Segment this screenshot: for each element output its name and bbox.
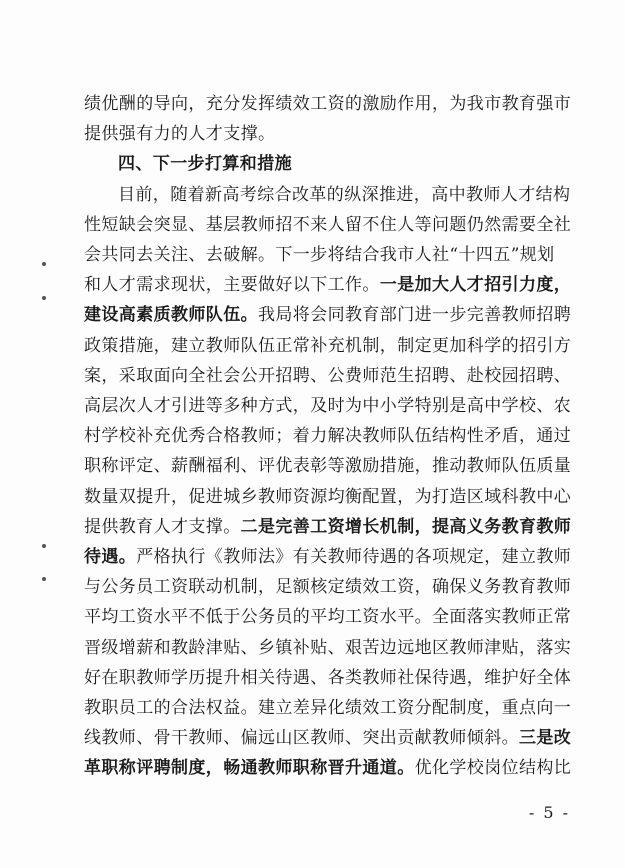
text-segment: 平均工资水平不低于公务员的平均工资水平。全面落实教师正常	[84, 607, 572, 628]
text-segment: 严格执行《教师法》有关教师待遇的各项规定，建立教师	[136, 547, 572, 567]
text-segment: 提供强有力的人才支撑。	[84, 124, 276, 145]
text-line	[84, 239, 568, 272]
binding-mark	[42, 544, 46, 548]
text-line	[84, 269, 572, 302]
text-segment: 晋级增薪和教龄津贴、乡镇补贴、艰苦边远地区教师津贴，落实	[84, 637, 572, 658]
text-segment: 绩优酬的导向，充分发挥绩效工资的激励作用，为我市教育强市	[84, 94, 572, 114]
text-segment: 目前，随着新高考综合改革的纵深推进，高中教师人才结构	[118, 184, 571, 205]
bold-text-segment: 建设高素质教师队伍。	[84, 305, 258, 326]
text-line	[84, 752, 572, 785]
text-segment: 和人才需求现状，主要做好以下工作。	[84, 275, 380, 296]
text-line	[84, 692, 572, 725]
text-line	[84, 541, 572, 574]
text-line	[118, 148, 568, 181]
bold-text-segment: 二是完善工资增长机制，提高义务教育教师	[240, 516, 572, 537]
text-segment: 提供教育人才支撑。	[84, 516, 241, 537]
text-line	[84, 299, 572, 332]
text-line	[84, 632, 572, 665]
text-segment: 职称评定、薪酬福利、评优表彰等激励措施，推动教师队伍质量	[84, 456, 572, 477]
text-line	[84, 481, 572, 514]
text-line	[84, 511, 572, 544]
text-segment: 线教师、骨干教师、偏远山区教师、突出贡献教师倾斜。	[84, 728, 519, 749]
text-segment: 会共同去关注、去破解。下一步将结合我市人社“十四五”规划	[84, 245, 555, 265]
text-segment: 高层次人才引进等多种方式，及时为中小学特别是高中学校、农	[84, 396, 572, 416]
text-segment: 村学校补充优秀合格教师；着力解决教师队伍结构性矛盾，通过	[84, 426, 572, 447]
text-line	[84, 88, 572, 121]
text-segment: 性短缺会突显、基层教师招不来人留不住人等问题仍然需要全社	[84, 214, 572, 235]
text-segment: 好在职教师学历提升相关待遇、各类教师社保待遇，维护好全体	[84, 667, 572, 688]
bold-text-segment: 待遇。	[84, 547, 137, 567]
binding-mark	[42, 296, 46, 300]
bold-text-segment: 三是改	[519, 728, 572, 749]
bold-text-segment: 四、下一步打算和措施	[118, 154, 292, 175]
text-line	[84, 662, 572, 695]
text-segment: 与公务员工资联动机制，足额核定绩效工资，确保义务教育教师	[84, 577, 572, 598]
text-line	[84, 420, 572, 453]
text-segment: 优化学校岗位结构比	[414, 758, 572, 779]
text-segment: 我局将会同教育部门进一步完善教师招聘	[258, 305, 572, 326]
binding-mark	[42, 262, 46, 266]
text-segment: 教职员工的合法权益。建立差异化绩效工资分配制度，重点向一	[84, 698, 572, 718]
text-segment: 政策措施，建立教师队伍正常补充机制，制定更加科学的招引方	[84, 335, 572, 356]
text-line	[84, 601, 572, 634]
text-line	[84, 450, 572, 483]
text-line	[84, 390, 572, 423]
text-line	[118, 179, 571, 212]
text-line	[84, 118, 568, 151]
binding-mark	[42, 577, 46, 581]
text-line	[84, 722, 572, 755]
text-line	[84, 571, 572, 604]
text-segment: 案，采取面向全社会公开招聘、公费师范生招聘、赴校园招聘、	[84, 365, 572, 386]
text-line	[84, 360, 572, 393]
page-number: - 5 -	[528, 803, 570, 822]
text-segment: 数量双提升，促进城乡教师资源均衡配置，为打造区域科教中心	[84, 486, 572, 507]
bold-text-segment: 一是加大人才招引力度，	[379, 275, 572, 296]
text-line	[84, 330, 572, 363]
bold-text-segment: 革职称评聘制度，畅通教师职称晋升通道。	[84, 758, 415, 779]
text-line	[84, 209, 572, 242]
